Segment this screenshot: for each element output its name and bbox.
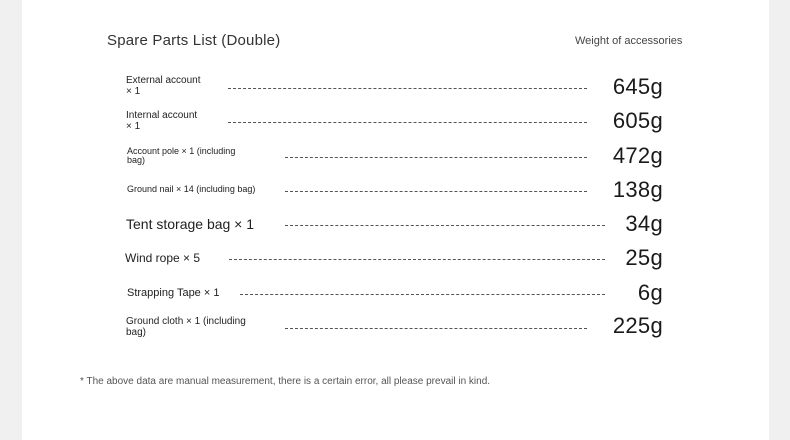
item-name: Tent storage bag × 1 [126, 216, 255, 232]
item-weight: 225g [612, 313, 663, 338]
weight-column-heading: Weight of accessories [575, 35, 683, 47]
leader-line [228, 88, 587, 89]
leader-line [229, 259, 605, 260]
page-title: Spare Parts List (Double) [107, 32, 281, 49]
leader-line [285, 328, 587, 329]
item-weight: 645g [612, 74, 663, 99]
leader-line [228, 122, 587, 123]
list-item [22, 213, 769, 247]
item-weight: 34g [625, 211, 663, 236]
item-weight: 6g [637, 280, 663, 305]
item-name: Wind rope × 5 [125, 251, 201, 265]
item-name: Account pole × 1 (including bag) [127, 146, 236, 166]
item-name: Ground cloth × 1 (including bag) [126, 316, 246, 338]
leader-line [285, 225, 605, 226]
list-item [22, 145, 769, 179]
item-name: Strapping Tape × 1 [127, 287, 220, 299]
list-item [22, 315, 769, 349]
list-item [22, 109, 769, 143]
list-item [22, 247, 769, 281]
item-name: Ground nail × 14 (including bag) [127, 184, 256, 194]
list-item [22, 74, 769, 108]
item-weight: 472g [612, 143, 663, 168]
leader-line [285, 191, 587, 192]
spec-sheet [22, 0, 769, 440]
item-weight: 25g [625, 245, 663, 270]
item-name: Internal account × 1 [126, 110, 198, 132]
list-item [22, 282, 769, 316]
leader-line [285, 157, 587, 158]
footnote: * The above data are manual measurement, there is a certain error, all please prevail in kind. [80, 376, 491, 387]
item-weight: 138g [612, 177, 663, 202]
item-name: External account × 1 [126, 75, 201, 97]
list-item [22, 179, 769, 213]
leader-line [240, 294, 605, 295]
item-weight: 605g [612, 108, 663, 133]
